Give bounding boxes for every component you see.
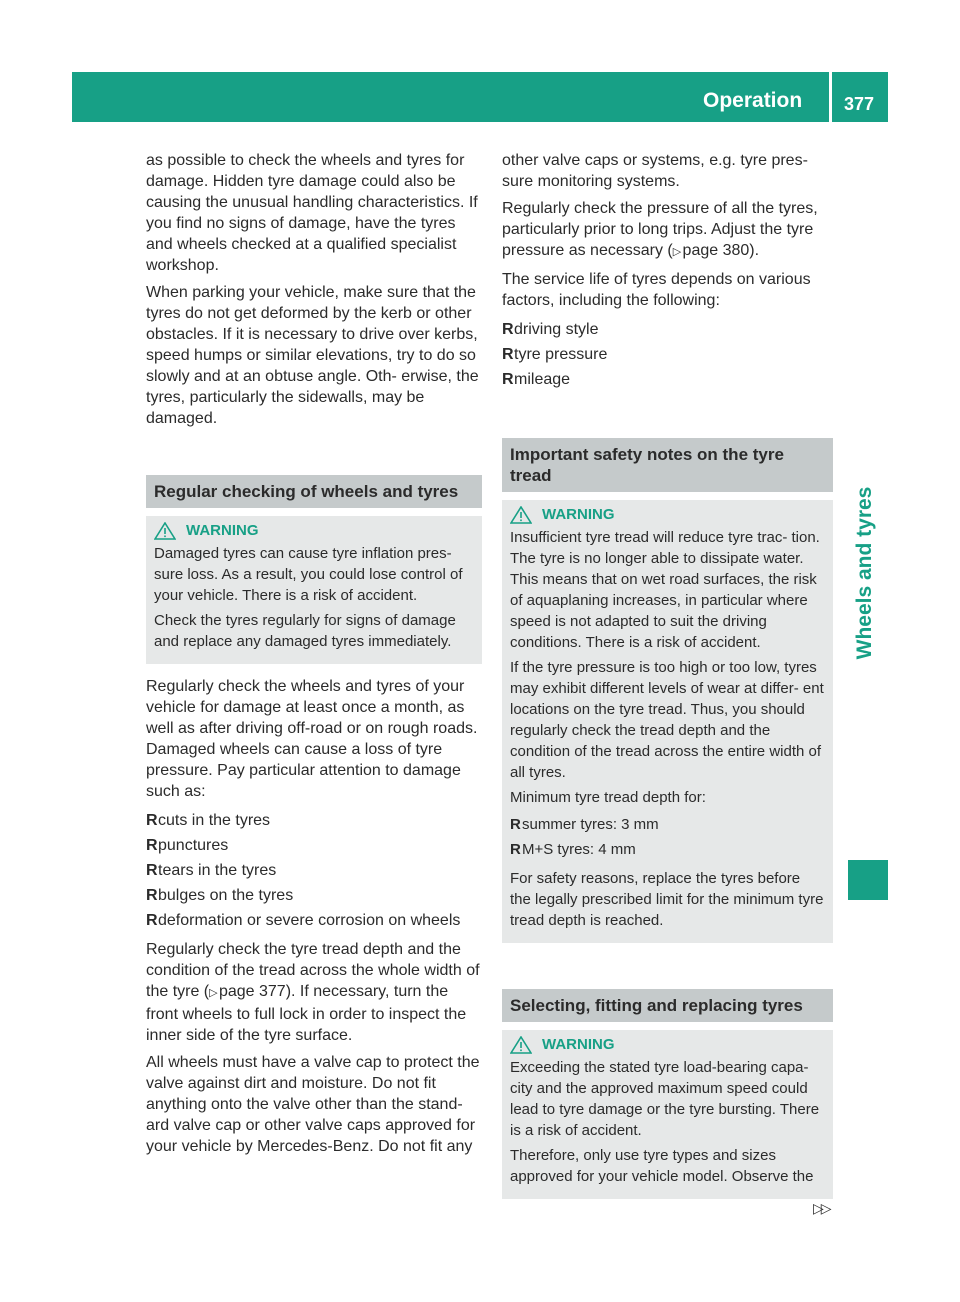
chapter-tab-marker bbox=[848, 860, 888, 900]
tread-depth-list bbox=[510, 812, 825, 862]
bullet-mark: R bbox=[502, 346, 514, 363]
page-number: 377 bbox=[844, 94, 875, 114]
warning-triangle-icon bbox=[510, 1036, 532, 1054]
warning-text: Exceeding the stated tyre load-bearing capa- city and the approved maximum speed could lead to tyre damage or the tyre bursting. There is a risk of accident. bbox=[510, 1059, 820, 1139]
list-item: R tears in the tyres bbox=[146, 858, 482, 883]
warning-box bbox=[502, 1030, 833, 1199]
triangle-right-icon: ▷ bbox=[672, 246, 682, 258]
service-life-factors-list bbox=[502, 317, 833, 392]
paragraph: Regularly check the tyre tread depth and the condition of the tread across the whole width of the tyre (▷ page 377). If necessary, turn the front wheels to full lock in order to inspect the inner side of the tyre surface. bbox=[146, 941, 480, 1044]
warning-text: Insufficient tyre tread will reduce tyre trac- tion. The tyre is no longer able to dissipate water. This means that on wet road surfaces, the risk of aquaplaning increases, in particular where speed is not adapted to suit the driving conditions. There is a risk of accident. bbox=[510, 529, 820, 651]
double-triangle-right-icon: ▷▷ bbox=[813, 1200, 829, 1216]
bullet-mark: R bbox=[146, 912, 158, 929]
section-heading: Regular checking of wheels and tyres bbox=[146, 475, 482, 508]
paragraph: When parking your vehicle, make sure that the tyres do not get deformed by the kerb or other obstacles. If it is necessary to drive over kerbs, speed humps or similar elevations, try to do so slowly and at an obtuse angle. Oth- erwise, the tyres, particularly the sidewalls, may be damaged. bbox=[146, 284, 479, 427]
warning-label: WARNING bbox=[542, 1036, 615, 1053]
paragraph: other valve caps or systems, e.g. tyre pres- sure monitoring systems. bbox=[502, 152, 808, 190]
warning-text: For safety reasons, replace the tyres before the legally prescribed limit for the minimum tyre tread depth is reached. bbox=[510, 870, 824, 929]
paragraph: All wheels must have a valve cap to protect the valve against dirt and moisture. Do not fit anything onto the valve other than the stand- ard valve cap or other valve caps approved for your vehicle by Mercedes-Benz. Do not fit any bbox=[146, 1054, 480, 1155]
bullet-mark: R bbox=[146, 862, 158, 879]
bullet-mark: R bbox=[146, 887, 158, 904]
list-item: R cuts in the tyres bbox=[146, 808, 482, 833]
list-item: R driving style bbox=[502, 317, 833, 342]
paragraph: Regularly check the pressure of all the tyres, particularly prior to long trips. Adjust the tyre pressure as necessary (▷ page 380). bbox=[502, 200, 818, 259]
section-heading: Selecting, fitting and replacing tyres bbox=[502, 989, 833, 1022]
warning-label: WARNING bbox=[542, 506, 615, 523]
warning-triangle-icon bbox=[510, 506, 532, 524]
warning-text: Damaged tyres can cause tyre inflation pres- sure loss. As a result, you could lose control of your vehicle. There is a risk of accident. bbox=[154, 545, 463, 604]
warning-header bbox=[510, 504, 825, 525]
list-item: R mileage bbox=[502, 367, 833, 392]
bullet-mark: R bbox=[146, 837, 158, 854]
warning-box bbox=[502, 500, 833, 943]
page-reference-link[interactable]: page 377 bbox=[218, 983, 286, 1000]
right-column bbox=[502, 150, 833, 1211]
warning-text: Minimum tyre tread depth for: bbox=[510, 789, 706, 806]
list-item: R deformation or severe corrosion on wheels bbox=[146, 908, 482, 933]
list-item: R M+S tyres: 4 mm bbox=[510, 837, 825, 862]
warning-text: If the tyre pressure is too high or too low, tyres may exhibit different levels of wear at differ- ent locations on the tyre tread. Thus, you should regularly check the tread depth and the condition of the tread across the entire width of all tyres. bbox=[510, 659, 824, 781]
warning-header bbox=[510, 1034, 825, 1055]
list-item: R tyre pressure bbox=[502, 342, 833, 367]
list-item: R bulges on the tyres bbox=[146, 883, 482, 908]
header-divider bbox=[829, 72, 832, 122]
list-item: R punctures bbox=[146, 833, 482, 858]
bullet-mark: R bbox=[510, 816, 521, 833]
bullet-mark: R bbox=[510, 841, 521, 858]
left-column bbox=[146, 150, 482, 1163]
paragraph: Regularly check the wheels and tyres of your vehicle for damage at least once a month, as well as after driving off-road or on rough roads. Damaged wheels can cause a loss of tyre pressure. Pay particular attention to damage such as: bbox=[146, 678, 478, 800]
warning-label: WARNING bbox=[186, 522, 259, 539]
bullet-mark: R bbox=[146, 812, 158, 829]
warning-header bbox=[154, 520, 474, 541]
chapter-title: Wheels and tyres bbox=[853, 486, 876, 660]
paragraph: as possible to check the wheels and tyres for damage. Hidden tyre damage could also be causing the unusual handling characteristics. If you find no signs of damage, have the tyres and wheels checked at a qualified specialist workshop. bbox=[146, 152, 478, 274]
warning-box bbox=[146, 516, 482, 664]
bullet-mark: R bbox=[502, 371, 514, 388]
chapter-side-label bbox=[842, 470, 888, 676]
warning-text: Therefore, only use tyre types and sizes approved for your vehicle model. Observe the bbox=[510, 1147, 814, 1185]
bullet-mark: R bbox=[502, 321, 514, 338]
section-heading: Important safety notes on the tyre tread bbox=[502, 438, 833, 492]
list-item: R summer tyres: 3 mm bbox=[510, 812, 825, 837]
paragraph: The service life of tyres depends on various factors, including the following: bbox=[502, 271, 811, 309]
triangle-right-icon: ▷ bbox=[209, 987, 218, 999]
section-title: Operation bbox=[703, 89, 803, 112]
page-reference-link[interactable]: page 380 bbox=[682, 242, 750, 259]
warning-triangle-icon bbox=[154, 522, 176, 540]
warning-text: Check the tyres regularly for signs of damage and replace any damaged tyres immediately. bbox=[154, 612, 456, 650]
damage-list bbox=[146, 808, 482, 933]
